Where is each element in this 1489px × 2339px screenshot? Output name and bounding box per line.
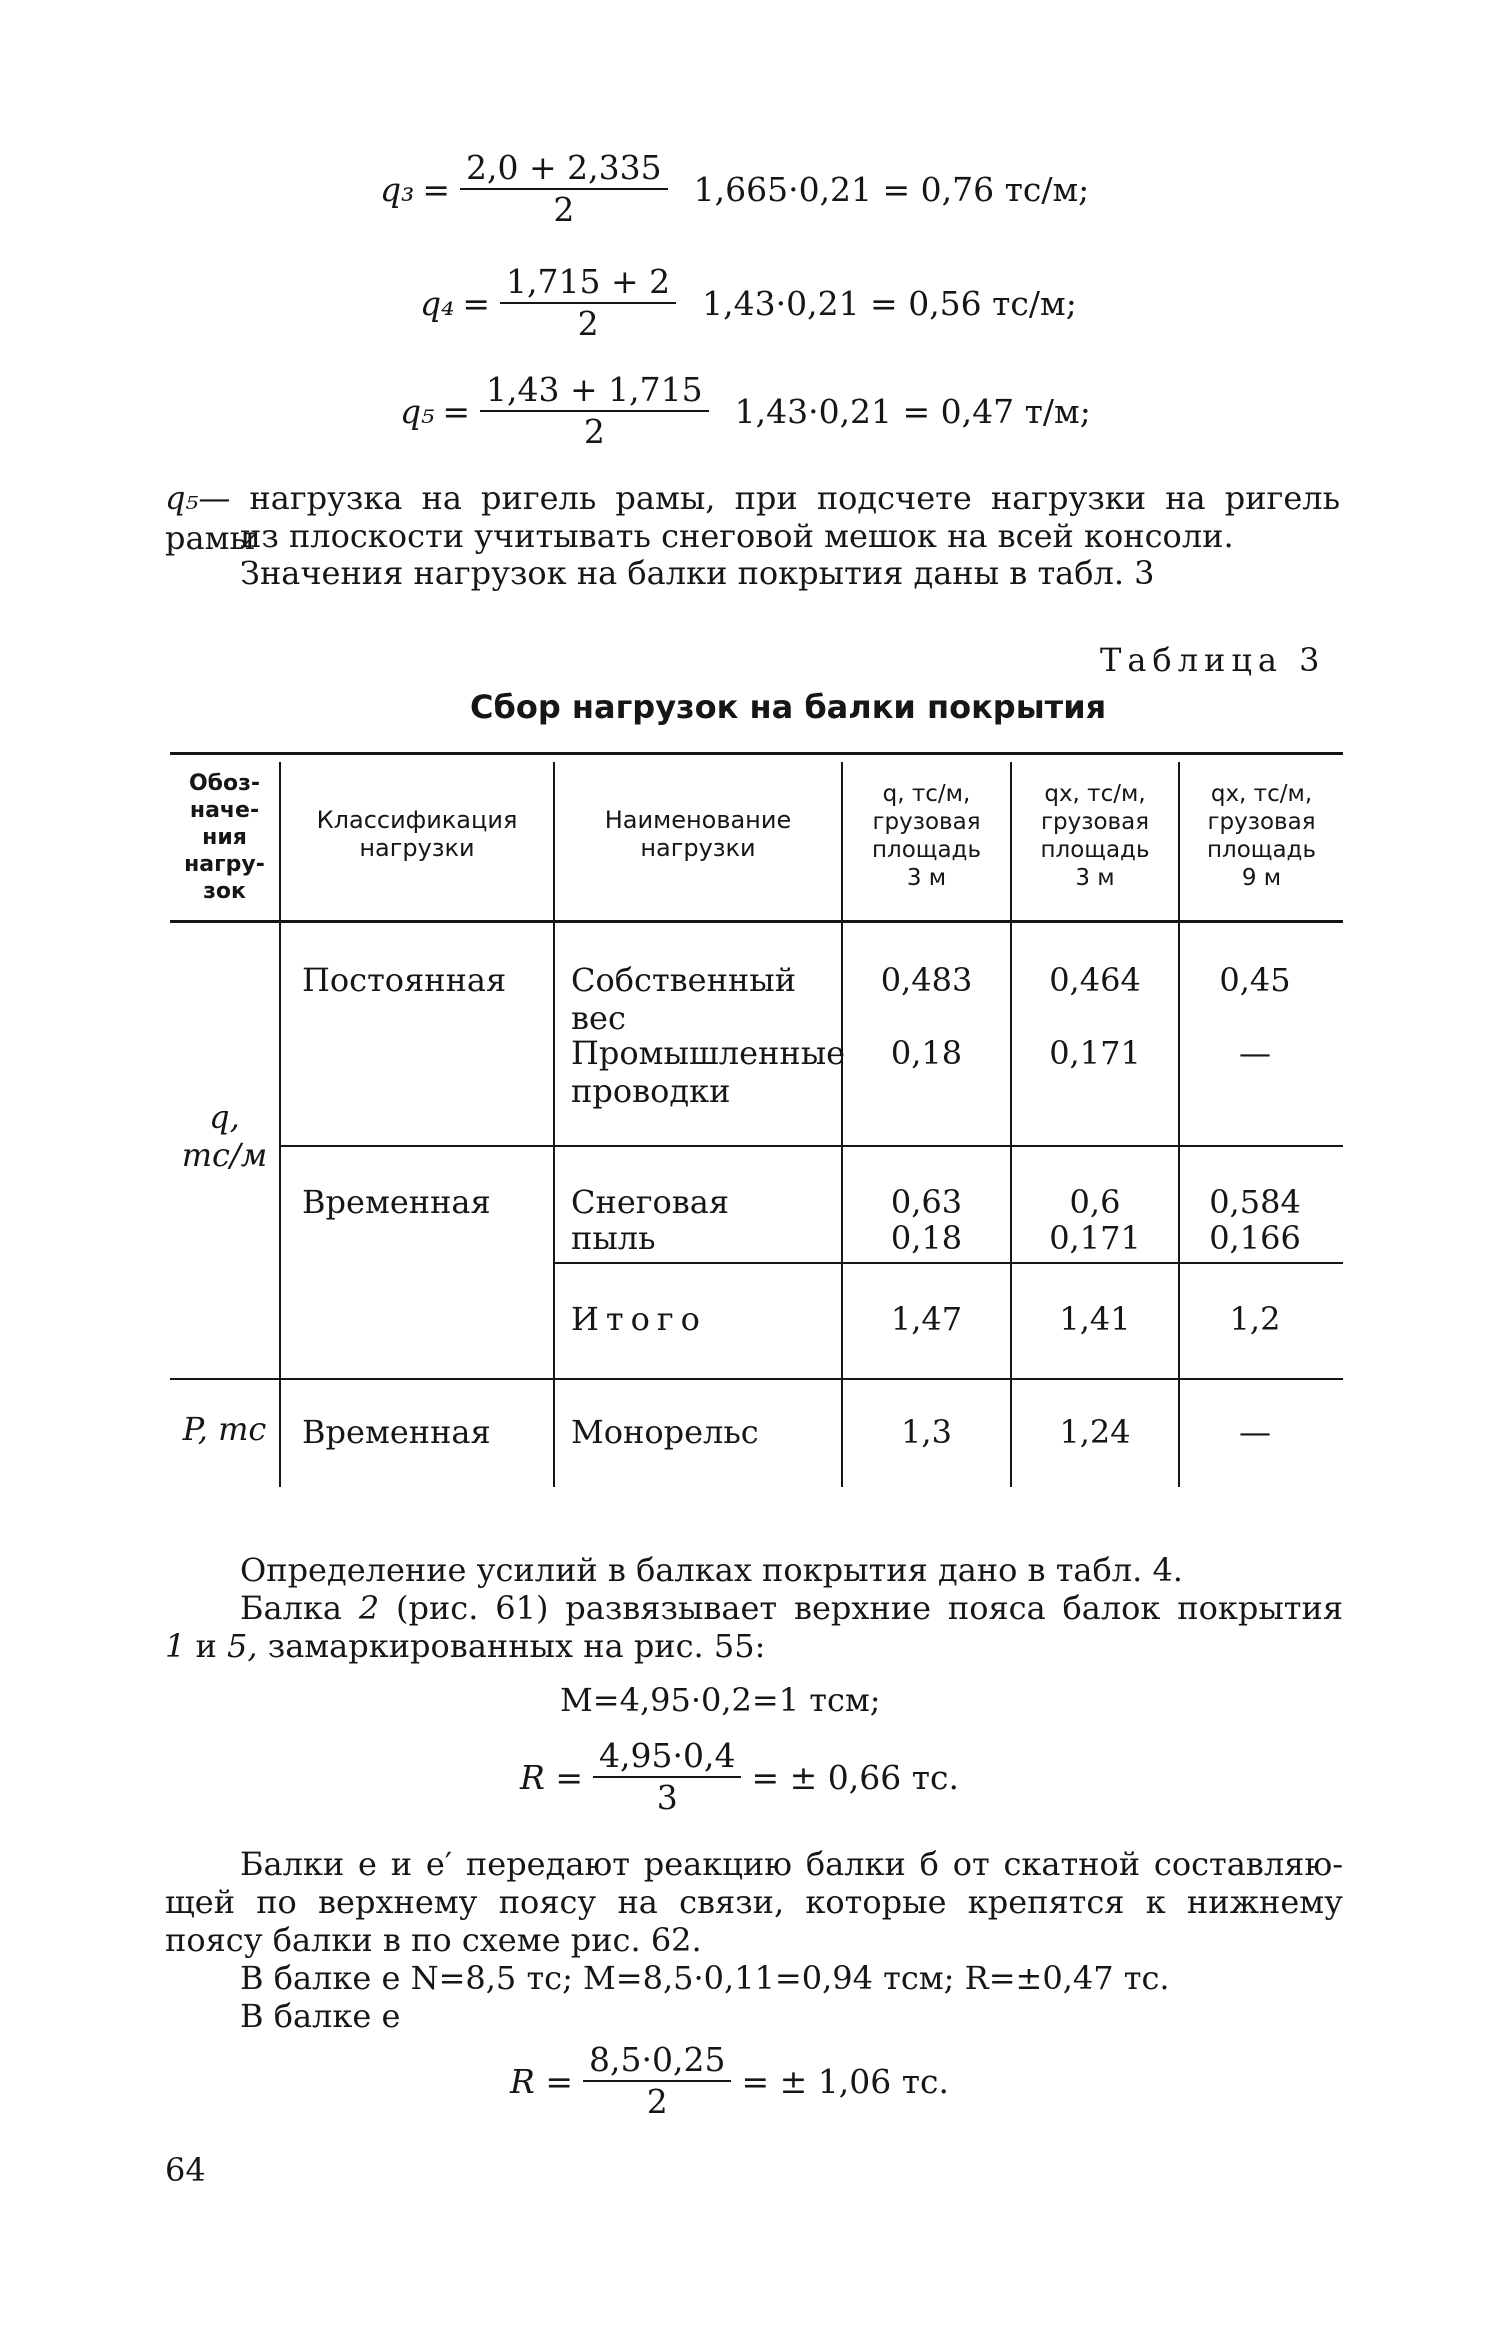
formula-label: q₃: [380, 169, 415, 209]
cell-class: Постоянная: [302, 961, 507, 999]
formula-rest: 1,665·0,21 = 0,76 тс/м;: [693, 169, 1090, 209]
paragraph-line: Балки е и е′ передают реакцию балки б от скатной составляю-: [240, 1845, 1343, 1883]
paragraph-line: 1 и 5, замаркированных на рис. 55:: [165, 1627, 766, 1665]
cell-name: Итого: [571, 1300, 707, 1338]
cell-value: 0,18: [890, 1034, 963, 1072]
formula-q4: q₄ = $\frac{1,715 + 2}{2}$ 1,43·0,21 = 0,56 тс/м;: [420, 262, 1077, 343]
paragraph-line: В балке е: [240, 1997, 401, 2035]
fraction: [480, 370, 709, 452]
cell-value: 1,47: [890, 1300, 963, 1338]
cell-value: 0,171: [1049, 1034, 1141, 1072]
paragraph-line: В балке е N=8,5 тс; M=8,5·0,11=0,94 тсм; R=±0,47 тс.: [240, 1959, 1170, 1997]
cell-value: 0,45: [1219, 961, 1291, 999]
fraction: [593, 1736, 741, 1818]
header-cell: Наименование нагрузки: [604, 806, 792, 862]
cell-value: —: [1239, 1034, 1271, 1072]
header-cell: Обоз- наче- ния нагру- зок: [184, 771, 265, 904]
header-cell: qx, тс/м, грузовая площадь 9 м: [1206, 781, 1317, 891]
denominator: 2: [583, 412, 605, 451]
paragraph-line: из плоскости учитывать снеговой мешок на всей консоли.: [240, 517, 1234, 555]
header-cell: q, тс/м, грузовая площадь 3 м: [871, 781, 982, 891]
header-cell: Классификация нагрузки: [316, 806, 518, 862]
table-col-rule: [279, 762, 281, 1487]
cell-value: 0,171: [1049, 1219, 1141, 1257]
table-title: Сбор нагрузок на балки покрытия: [470, 688, 1107, 726]
table-rule-header: [170, 920, 1343, 923]
table-rule: [170, 1378, 1343, 1380]
paragraph-line: поясу балки в по схеме рис. 62.: [165, 1921, 702, 1959]
row-label-p: P, тс: [182, 1410, 267, 1448]
denominator: 3: [656, 1778, 678, 1817]
numerator: 1,715 + 2: [506, 262, 671, 301]
paragraph-line: Определение усилий в балках покрытия дано в табл. 4.: [240, 1551, 1183, 1589]
cell-class: Временная: [302, 1183, 491, 1221]
page-number: 64: [165, 2151, 206, 2189]
formula-label: q₄: [420, 283, 455, 323]
paragraph-line: Значения нагрузок на балки покрытия даны в табл. 3: [240, 554, 1155, 592]
header-cell: qx, тс/м, грузовая площадь 3 м: [1040, 781, 1150, 891]
numerator: 4,95·0,4: [599, 1736, 736, 1775]
cell-value: —: [1239, 1413, 1271, 1451]
equation-r2: R = $\frac{8,5\cdot 0,25}{2}$ = ± 1,06 тс.: [510, 2040, 949, 2121]
table-rule-top: [170, 752, 1343, 755]
cell-value: 0,63: [890, 1183, 963, 1221]
paragraph-line: щей по верхнему поясу на связи, которые крепятся к нижнему: [165, 1883, 1343, 1921]
numerator: 1,43 + 1,715: [486, 370, 703, 409]
cell-value: 1,41: [1059, 1300, 1131, 1338]
cell-value: 0,166: [1209, 1219, 1301, 1257]
row-label-q: q, тс/м: [181, 1098, 268, 1174]
cell-value: 0,18: [890, 1219, 963, 1257]
fraction: [500, 262, 676, 344]
cell-value: 0,6: [1069, 1183, 1121, 1221]
denominator: 2: [553, 190, 575, 229]
cell-value: 0,584: [1209, 1183, 1301, 1221]
cell-name: Снеговая: [571, 1183, 730, 1221]
cell-value: 1,3: [901, 1413, 952, 1451]
cell-value: 0,464: [1049, 961, 1141, 999]
denominator: 2: [646, 2082, 668, 2121]
cell-name: Монорельс: [571, 1413, 759, 1451]
cell-name: Промышленные проводки: [571, 1034, 846, 1110]
formula-label: q₅: [400, 391, 435, 431]
formula-rest: 1,43·0,21 = 0,56 тс/м;: [702, 283, 1077, 323]
table-col-rule: [553, 762, 555, 1487]
table-rule: [279, 1145, 1343, 1147]
denominator: 2: [577, 304, 599, 343]
cell-class: Временная: [302, 1413, 491, 1451]
cell-name: пыль: [571, 1219, 656, 1257]
fraction: [460, 148, 668, 230]
cell-value: 0,483: [880, 961, 973, 999]
table-rule: [553, 1262, 1343, 1264]
cell-value: 1,2: [1229, 1300, 1281, 1338]
cell-value: 1,24: [1059, 1413, 1131, 1451]
formula-q3: q₃ = $\frac{2,0 + 2,335}{2}$ 1,665·0,21 = 0,76 тс/м;: [380, 148, 1090, 229]
paragraph-line: q₅— нагрузка на ригель рамы, при подсчете нагрузки на ригель рамы: [165, 479, 1340, 557]
formula-rest: 1,43·0,21 = 0,47 т/м;: [734, 391, 1091, 431]
paragraph-line: Балка 2 (рис. 61) развязывает верхние пояса балок покрытия: [240, 1589, 1344, 1627]
formula-q5: q₅ = $\frac{1,43 + 1,715}{2}$ 1,43·0,21 = 0,47 т/м;: [400, 370, 1091, 451]
numerator: 2,0 + 2,335: [466, 148, 662, 187]
equation-m: M=4,95·0,2=1 тсм;: [560, 1681, 881, 1719]
equation-r1: R = $\frac{4,95\cdot 0,4}{3}$ = ± 0,66 тс.: [520, 1736, 959, 1817]
table-label: Таблица 3: [1100, 641, 1326, 679]
fraction: [583, 2040, 731, 2122]
numerator: 8,5·0,25: [589, 2040, 726, 2079]
cell-name: Собственный вес: [571, 961, 797, 1037]
